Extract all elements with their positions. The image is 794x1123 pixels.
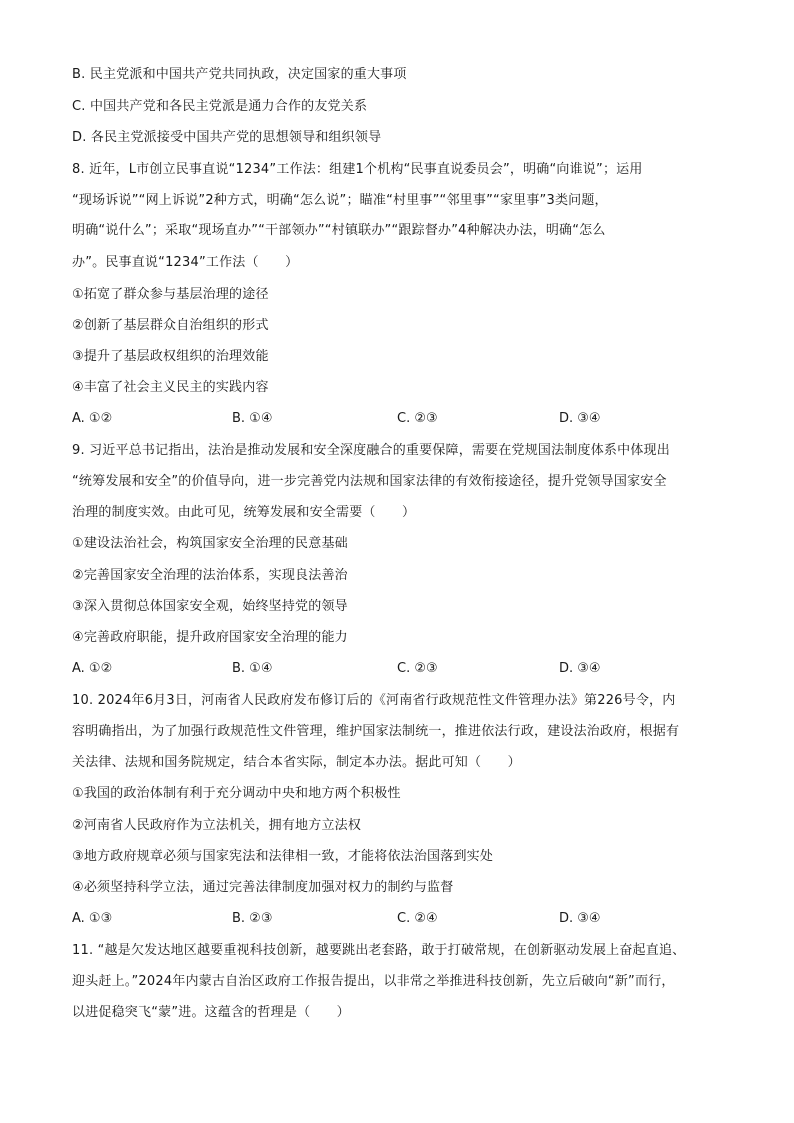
q10-item-3: ③地方政府规章必须与国家宪法和法律相一致，才能将依法治国落到实处 (72, 849, 494, 864)
q10-stem-line-3: 关法律、法规和国务院规定，结合本省实际，制定本办法。据此可知（ ） (72, 755, 521, 770)
q10-choice-b: B. ②③ (232, 911, 273, 926)
q10-choices (72, 910, 732, 928)
q10-choice-c: C. ②④ (397, 911, 438, 926)
q9-choice-a: A. ①② (72, 661, 113, 676)
q9-stem-line-2: “统筹发展和安全”的价值导向，进一步完善党内法规和国家法律的有效衔接途径，提升党领导国家安全 (72, 474, 667, 489)
q8-choice-c: C. ②③ (397, 411, 438, 426)
q11-stem-line-1: 11. “越是欠发达地区越要重视科技创新，越要跳出老套路，敢于打破常规，在创新驱动发展上奋起直追、 (72, 943, 686, 958)
q7-option-c: C. 中国共产党和各民主党派是通力合作的友党关系 (72, 99, 368, 114)
q9-choice-c: C. ②③ (397, 661, 438, 676)
q8-choice-d: D. ③④ (559, 411, 601, 426)
q8-stem-line-4: 办”。民事直说“1234”工作法（ ） (72, 255, 299, 270)
q9-item-1: ①建设法治社会，构筑国家安全治理的民意基础 (72, 536, 348, 551)
q9-choice-d: D. ③④ (559, 661, 601, 676)
q10-choice-a: A. ①③ (72, 911, 113, 926)
q9-stem-line-3: 治理的制度实效。由此可见，统筹发展和安全需要（ ） (72, 505, 416, 520)
q8-stem-line-3: 明确“说什么”；采取“现场直办”“干部领办”“村镇联办”“跟踪督办”4种解决办法，明确“怎么 (72, 223, 606, 238)
q7-option-d: D. 各民主党派接受中国共产党的思想领导和组织领导 (72, 130, 382, 145)
q10-stem-line-2: 容明确指出，为了加强行政规范性文件管理，维护国家法制统一，推进依法行政，建设法治政府，根据有 (72, 724, 680, 739)
q10-choice-d: D. ③④ (559, 911, 601, 926)
q8-item-2: ②创新了基层群众自治组织的形式 (72, 318, 269, 333)
q9-choice-b: B. ①④ (232, 661, 273, 676)
q8-stem-line-2: “现场诉说”“网上诉说”2种方式，明确“怎么说”；瞄准“村里事”“邻里事”“家里事”3类问题， (72, 193, 608, 208)
q8-choice-a: A. ①② (72, 411, 113, 426)
q10-item-4: ④必须坚持科学立法，通过完善法律制度加强对权力的制约与监督 (72, 880, 454, 895)
q11-stem-line-3: 以进促稳突飞“蒙”进。这蕴含的哲理是（ ） (72, 1005, 350, 1020)
q11-stem-line-2: 迎头赶上。”2024年内蒙古自治区政府工作报告提出，以非常之举推进科技创新，先立后破向“新”而行， (72, 974, 675, 989)
q9-item-4: ④完善政府职能，提升政府国家安全治理的能力 (72, 630, 348, 645)
q9-item-3: ③深入贯彻总体国家安全观，始终坚持党的领导 (72, 599, 348, 614)
q9-stem-line-1: 9. 习近平总书记指出，法治是推动发展和安全深度融合的重要保障，需要在党规国法制度体系中体现出 (72, 443, 670, 458)
q8-choices (72, 410, 732, 428)
q8-item-3: ③提升了基层政权组织的治理效能 (72, 349, 269, 364)
q9-choices (72, 660, 732, 678)
q10-stem-line-1: 10. 2024年6月3日，河南省人民政府发布修订后的《河南省行政规范性文件管理办法》第226号令，内 (72, 693, 676, 708)
q7-option-b: B. 民主党派和中国共产党共同执政，决定国家的重大事项 (72, 67, 407, 82)
q8-item-4: ④丰富了社会主义民主的实践内容 (72, 380, 269, 395)
q8-item-1: ①拓宽了群众参与基层治理的途径 (72, 287, 269, 302)
q10-item-1: ①我国的政治体制有利于充分调动中央和地方两个积极性 (72, 786, 401, 801)
q8-choice-b: B. ①④ (232, 411, 273, 426)
q9-item-2: ②完善国家安全治理的法治体系，实现良法善治 (72, 568, 348, 583)
q8-stem-line-1: 8. 近年，L市创立民事直说“1234”工作法：组建1个机构“民事直说委员会”，明确“向谁说”；运用 (72, 162, 643, 177)
q10-item-2: ②河南省人民政府作为立法机关，拥有地方立法权 (72, 818, 362, 833)
